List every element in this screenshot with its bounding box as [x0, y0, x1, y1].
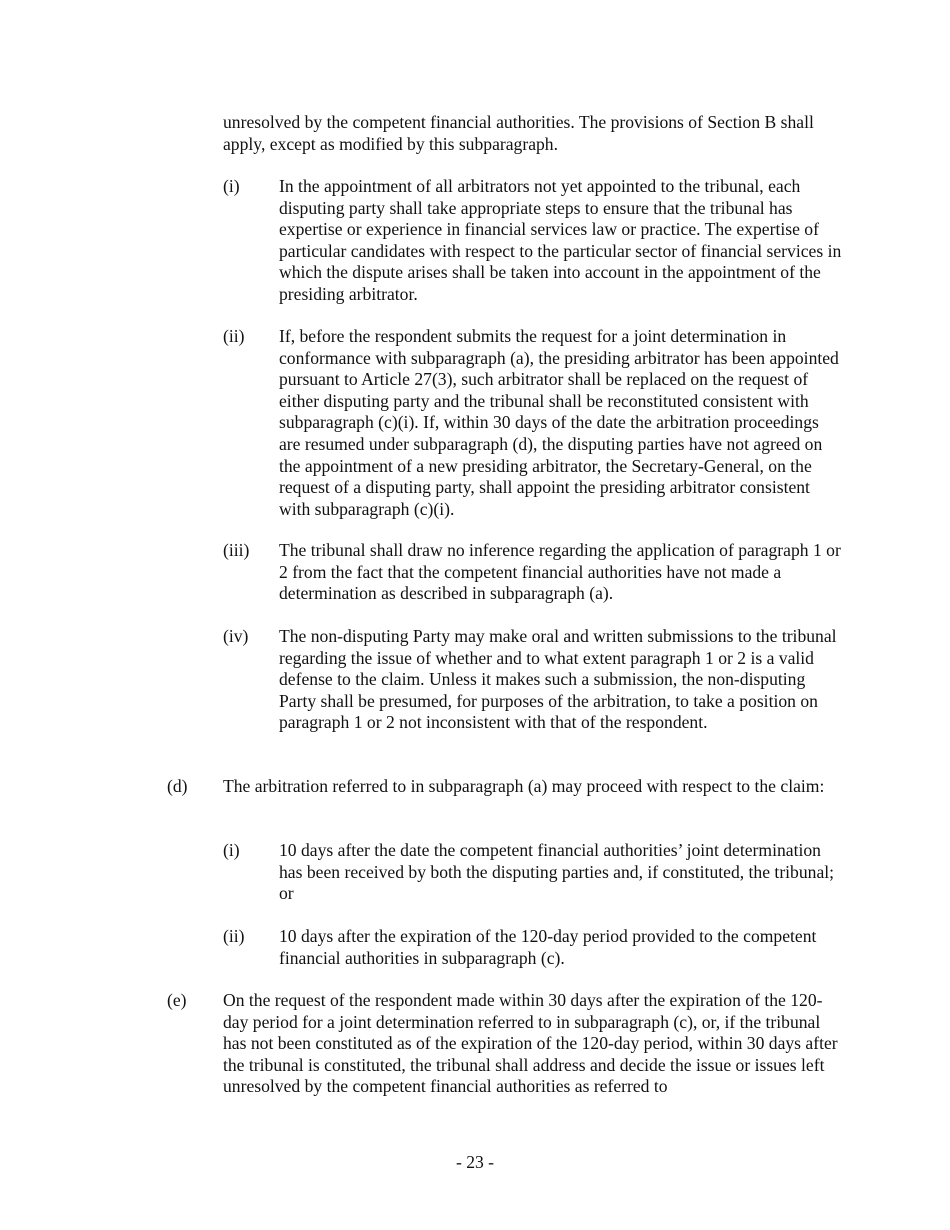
item-label: (ii) [223, 326, 245, 346]
item-text: In the appointment of all arbitrators not yet appointed to the tribunal, each disputing party shall take appropriate steps to ensure that the tribunal has expertise or experience in financial services law or practice. The expertise of particular candidates with respect to the particular sector of financial services in which the dispute arises shall be taken into account in the appointment of the presiding arbitrator. [279, 176, 842, 304]
item-label: (ii) [223, 926, 245, 946]
paragraph-text: The arbitration referred to in subparagraph (a) may proceed with respect to the claim: [223, 776, 825, 796]
item-label: (i) [223, 176, 240, 196]
paragraph-label: (d) [167, 776, 188, 796]
item-text: 10 days after the date the competent financial authorities’ joint determination has been received by both the disputing parties and, if constituted, the tribunal; or [279, 840, 835, 904]
paragraph-label: (e) [167, 990, 187, 1010]
item-label: (iv) [223, 626, 249, 646]
item-label: (i) [223, 840, 240, 860]
item-text: If, before the respondent submits the request for a joint determination in conformance with subparagraph (a), the presiding arbitrator has been appointed pursuant to Article 27(3), such arbitrator shall be replaced on the request of either disputing party and the tribunal shall be reconstituted consistent with subparagraph (c)(i). If, within 30 days of the date the arbitration proceedings are resumed under subparagraph (d), the disputing parties have not agreed on the appointment of a new presiding arbitrator, the Secretary-General, on the request of a disputing party, shall appoint the presiding arbitrator consistent with subparagraph (c)(i). [279, 326, 839, 519]
lead-paragraph: unresolved by the competent financial authorities. The provisions of Section B shall apply, except as modified by this subparagraph. [223, 112, 814, 154]
item-text: The tribunal shall draw no inference regarding the application of paragraph 1 or 2 from the fact that the competent financial authorities have not made a determination as described in subparagraph (a). [279, 540, 841, 604]
item-label: (iii) [223, 540, 250, 560]
item-text: 10 days after the expiration of the 120-day period provided to the competent financial authorities in subparagraph (c). [279, 926, 817, 968]
item-text: The non-disputing Party may make oral and written submissions to the tribunal regarding the issue of whether and to what extent paragraph 1 or 2 is a valid defense to the claim. Unless it makes such a submission, the non-disputing Party shall be presumed, for purposes of the arbitration, to take a position on paragraph 1 or 2 not inconsistent with that of the respondent. [279, 626, 837, 733]
paragraph-text: On the request of the respondent made within 30 days after the expiration of the 120-day period for a joint determination referred to in subparagraph (c), or, if the tribunal has not been constituted as of the expiration of the 120-day period, within 30 days after the tribunal is constituted, the tribunal shall address and decide the issue or issues left unresolved by the competent financial authorities as referred to [223, 990, 838, 1097]
page-number: - 23 - [455, 1152, 495, 1172]
